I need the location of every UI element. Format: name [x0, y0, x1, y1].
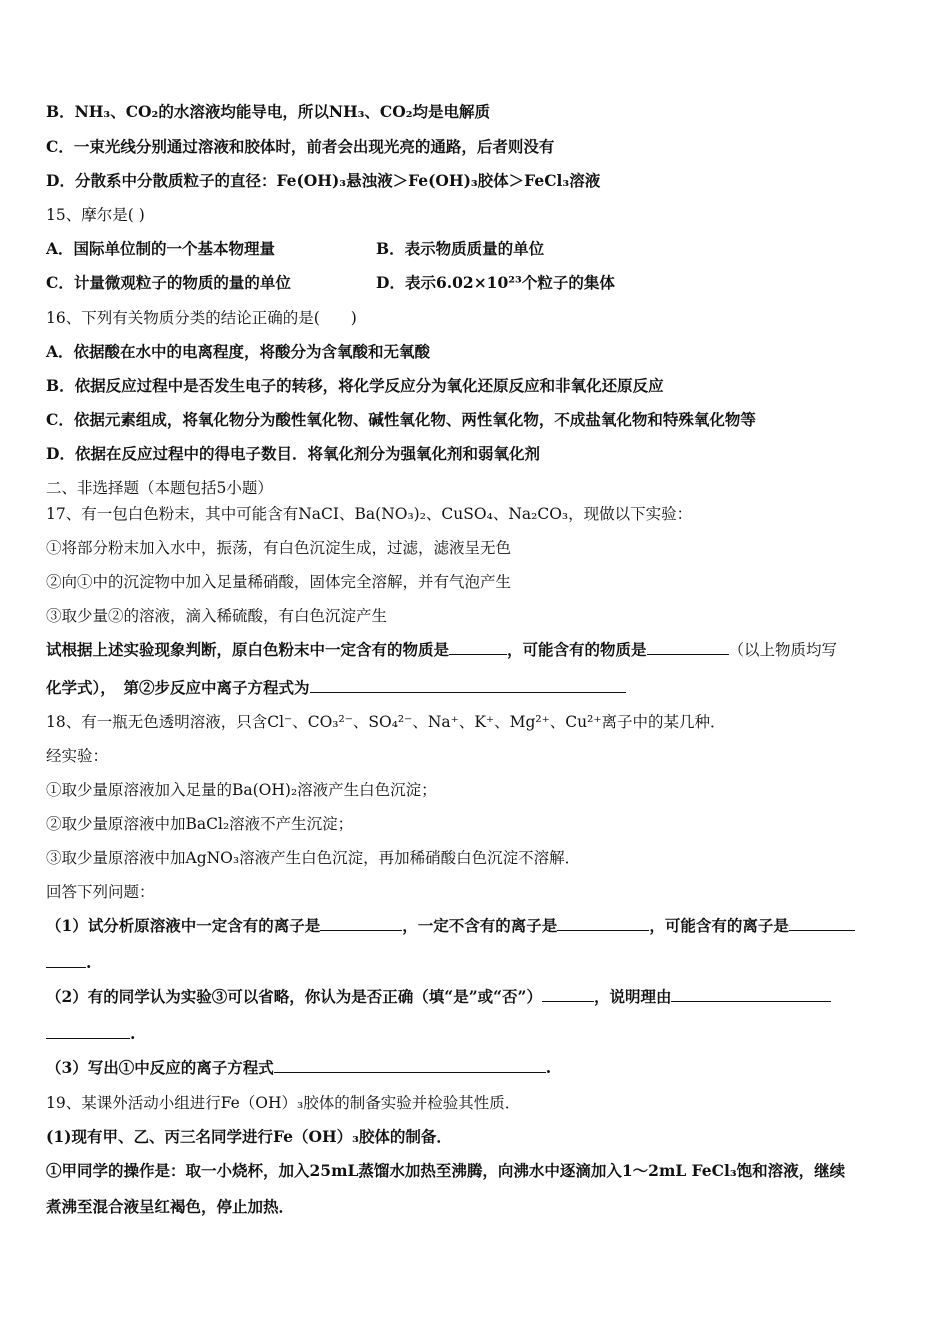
q19-part-1: (1)现有甲、乙、丙三名同学进行Fe（OH）₃胶体的制备．	[46, 1127, 452, 1146]
q18-step-2: ②取少量原溶液中加BaCl₂溶液不产生沉淀；	[46, 815, 354, 833]
q18-part-2-text-b: ，说明理由	[593, 987, 672, 1006]
q18-step-1: ①取少量原溶液加入足量的Ba(OH)₂溶液产生白色沉淀；	[46, 781, 437, 799]
answer-blank[interactable]	[310, 678, 626, 693]
q18-part-1-text-b: ，一定不含有的离子是	[402, 916, 558, 935]
q17-ask-line-1	[46, 639, 904, 661]
q14-option-d: D．分散系中分散质粒子的直径：Fe(OH)₃悬浊液＞Fe(OH)₃胶体＞FeCl₃溶液	[46, 171, 601, 190]
q18-part-2-text-a: （2）有的同学认为实验③可以省略，你认为是否正确（填“是”或“否”）	[46, 987, 542, 1006]
section-2-heading: 二、非选择题（本题包括5小题）	[46, 479, 273, 497]
q17-stem: 17、有一包白色粉末，其中可能含有NaCI、Ba(NO₃)₂、CuSO₄、Na₂CO₃，现做以下实验：	[46, 505, 693, 523]
q15-row-2	[46, 272, 904, 294]
q17-ask-text-a: 试根据上述实验现象判断，原白色粉末中一定含有的物质是	[46, 640, 450, 659]
q16-option-c: C．依据元素组成，将氧化物分为酸性氧化物、碱性氧化物、两性氧化物，不成盐氧化物和特殊氧化物等	[46, 410, 756, 429]
q18-experiment-label: 经实验：	[46, 747, 109, 765]
q18-part-1-text-c: ，可能含有的离子是	[649, 916, 789, 935]
q18-part-3-text-a: （3）写出①中反应的离子方程式	[46, 1058, 274, 1077]
q15-stem: 15、摩尔是( )	[46, 206, 145, 224]
answer-blank[interactable]	[46, 953, 86, 968]
q14-option-c: C．一束光线分别通过溶液和胶体时，前者会出现光亮的通路，后者则没有	[46, 137, 555, 156]
q15-row-1	[46, 238, 904, 260]
q16-stem: 16、下列有关物质分类的结论正确的是( )	[46, 309, 357, 327]
answer-blank[interactable]	[46, 1024, 130, 1039]
answer-blank[interactable]	[789, 916, 855, 931]
q18-step-3: ③取少量原溶液中加AgNO₃溶液产生白色沉淀，再加稀硝酸白色沉淀不溶解．	[46, 849, 581, 867]
answer-blank[interactable]	[671, 987, 831, 1002]
q18-stem: 18、有一瓶无色透明溶液，只含Cl⁻、CO₃²⁻、SO₄²⁻、Na⁺、K⁺、Mg²⁺、Cu²⁺离子中的某几种．	[46, 713, 726, 731]
q17-ask-text-c: （以上物质均写	[728, 641, 838, 659]
q19-step-1: ①甲同学的操作是：取一小烧杯，加入25mL蒸馏水加热至沸腾，向沸水中逐滴加入1～2mL FeCl₃饱和溶液，继续	[46, 1161, 846, 1180]
answer-blank[interactable]	[542, 987, 594, 1002]
q15-option-a: A．国际单位制的一个基本物理量	[46, 239, 276, 258]
q17-step-1: ①将部分粉末加入水中，振荡，有白色沉淀生成，过滤，滤液呈无色	[46, 539, 512, 557]
q16-option-d: D．依据在反应过程中的得电子数目．将氧化剂分为强氧化剂和弱氧化剂	[46, 444, 540, 463]
q18-part-1-text-a: （1）试分析原溶液中一定含有的离子是	[46, 916, 321, 935]
q16-option-b: B．依据反应过程中是否发生电子的转移，将化学反应分为氧化还原反应和非氧化还原反应	[46, 376, 664, 395]
q15-option-b: B．表示物质质量的单位	[376, 239, 545, 258]
q19-step-1-cont: 煮沸至混合液呈红褐色，停止加热．	[46, 1197, 295, 1216]
answer-blank[interactable]	[557, 916, 649, 931]
answer-blank[interactable]	[274, 1058, 546, 1073]
answer-blank[interactable]	[647, 640, 729, 655]
q14-option-b: B．NH₃、CO₂的水溶液均能导电，所以NH₃、CO₂均是电解质	[46, 102, 491, 121]
q17-ask-text-d: 化学式）， 第②步反应中离子方程式为	[46, 678, 310, 697]
q18-part-2-end: .	[130, 1024, 136, 1043]
q18-part-3-end: .	[545, 1058, 552, 1077]
q18-answer-prompt: 回答下列问题：	[46, 883, 155, 901]
q18-part-2-cont	[46, 1023, 904, 1045]
q15-option-c: C．计量微观粒子的物质的量的单位	[46, 273, 291, 292]
q18-part-1-end: .	[86, 953, 92, 972]
q17-step-2: ②向①中的沉淀物中加入足量稀硝酸，固体完全溶解，并有气泡产生	[46, 573, 512, 591]
q18-part-1-cont	[46, 952, 904, 974]
q18-part-1	[46, 915, 904, 937]
q18-part-3	[46, 1057, 904, 1079]
q15-option-d: D．表示6.02×10²³个粒子的集体	[376, 273, 615, 292]
q19-stem: 19、某课外活动小组进行Fe（OH）₃胶体的制备实验并检验其性质．	[46, 1094, 521, 1112]
q17-ask-line-2	[46, 677, 904, 699]
answer-blank[interactable]	[320, 916, 402, 931]
q16-option-a: A．依据酸在水中的电离程度，将酸分为含氧酸和无氧酸	[46, 342, 431, 361]
answer-blank[interactable]	[449, 640, 507, 655]
q17-ask-text-b: ，可能含有的物质是	[507, 640, 647, 659]
q18-part-2	[46, 986, 904, 1008]
q17-step-3: ③取少量②的溶液，滴入稀硫酸，有白色沉淀产生	[46, 607, 388, 625]
